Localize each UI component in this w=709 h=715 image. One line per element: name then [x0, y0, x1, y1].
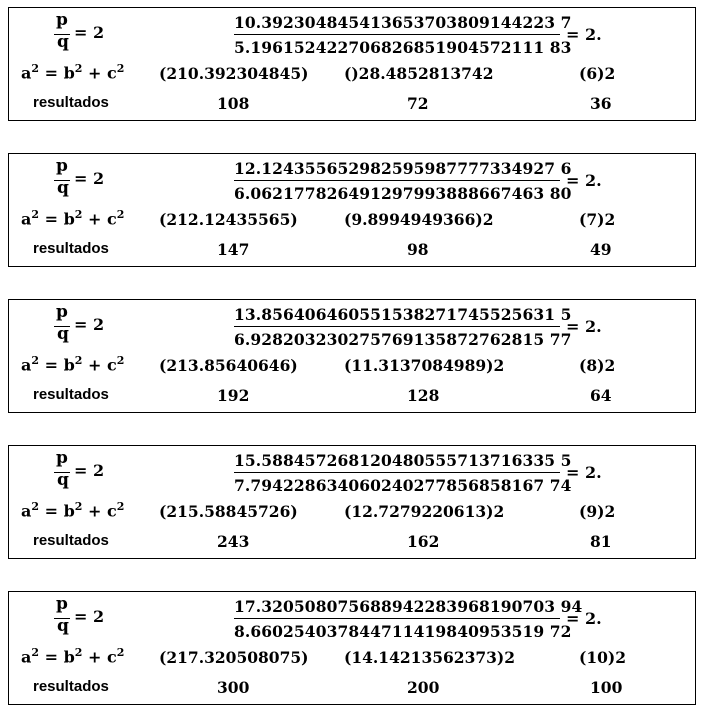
result-a: 192 [217, 386, 250, 405]
pythagoras-formula: $a^2 = b^2 + c^2$ [21, 62, 125, 83]
long-fraction [234, 301, 572, 349]
calculation-box-3 [8, 299, 696, 413]
result-c: 64 [590, 386, 612, 405]
fraction-denominator: 8.660254037844711419840953519 72 [234, 622, 572, 641]
fraction-line [234, 180, 560, 181]
value-b: (14.14213562373)2 [344, 648, 516, 667]
value-c: (7)2 [579, 210, 616, 229]
result-a: 300 [217, 678, 250, 697]
fraction-result: = 2. [566, 171, 602, 190]
equals-two: = 2 [74, 315, 105, 334]
value-a: (215.58845726) [159, 502, 298, 521]
result-c: 36 [590, 94, 612, 113]
fraction-line [234, 618, 560, 619]
resultados-label: resultados [33, 678, 109, 695]
pq-ratio [51, 594, 111, 642]
result-a: 108 [217, 94, 250, 113]
result-a: 243 [217, 532, 250, 551]
value-b: ()28.4852813742 [344, 64, 494, 83]
value-b: (12.7279220613)2 [344, 502, 505, 521]
calculation-box-2 [8, 153, 696, 267]
q-variable: q [57, 178, 69, 198]
fraction-result: = 2. [566, 25, 602, 44]
value-a: (217.320508075) [159, 648, 309, 667]
equals-two: = 2 [74, 461, 105, 480]
result-c: 49 [590, 240, 612, 259]
value-c: (9)2 [579, 502, 616, 521]
calculation-box-1 [8, 7, 696, 121]
result-b: 98 [407, 240, 429, 259]
result-b: 162 [407, 532, 440, 551]
p-variable: p [56, 10, 68, 30]
equals-two: = 2 [74, 23, 105, 42]
pq-ratio [51, 10, 111, 58]
fraction-numerator: 13.856406460551538271745525631 5 [234, 305, 572, 324]
fraction-denominator: 6.062177826491297993888667463 80 [234, 184, 572, 203]
q-variable: q [57, 616, 69, 636]
equals-two: = 2 [74, 169, 105, 188]
fraction-denominator: 7.794228634060240277856858167 74 [234, 476, 572, 495]
long-fraction [234, 9, 572, 57]
q-variable: q [57, 470, 69, 490]
pythagoras-formula: $a^2 = b^2 + c^2$ [21, 646, 125, 667]
pq-ratio [51, 302, 111, 350]
resultados-label: resultados [33, 386, 109, 403]
value-b: (9.8994949366)2 [344, 210, 494, 229]
pythagoras-formula: $a^2 = b^2 + c^2$ [21, 354, 125, 375]
q-variable: q [57, 32, 69, 52]
long-fraction [234, 155, 572, 203]
value-a: (213.85640646) [159, 356, 298, 375]
fraction-result: = 2. [566, 317, 602, 336]
fraction-result: = 2. [566, 463, 602, 482]
value-b: (11.3137084989)2 [344, 356, 505, 375]
resultados-label: resultados [33, 240, 109, 257]
value-a: (212.12435565) [159, 210, 298, 229]
fraction-numerator: 17.320508075688942283968190703 94 [234, 597, 583, 616]
fraction-line [234, 34, 560, 35]
p-variable: p [56, 302, 68, 322]
result-a: 147 [217, 240, 250, 259]
result-b: 128 [407, 386, 440, 405]
resultados-label: resultados [33, 94, 109, 111]
result-c: 81 [590, 532, 612, 551]
fraction-numerator: 15.588457268120480555713716335 5 [234, 451, 572, 470]
long-fraction [234, 447, 572, 495]
fraction-denominator: 6.928203230275769135872762815 77 [234, 330, 572, 349]
p-variable: p [56, 594, 68, 614]
fraction-numerator: 10.392304845413653703809144223 7 [234, 13, 572, 32]
calculation-box-5 [8, 591, 696, 705]
fraction-line [234, 472, 560, 473]
fraction-denominator: 5.196152422706826851904572111 83 [234, 38, 572, 57]
result-c: 100 [590, 678, 623, 697]
fraction-numerator: 12.124355652982595987777334927 6 [234, 159, 572, 178]
long-fraction [234, 593, 583, 641]
value-c: (10)2 [579, 648, 627, 667]
pythagoras-formula: $a^2 = b^2 + c^2$ [21, 208, 125, 229]
equals-two: = 2 [74, 607, 105, 626]
pq-ratio [51, 156, 111, 204]
value-c: (8)2 [579, 356, 616, 375]
value-c: (6)2 [579, 64, 616, 83]
pq-ratio [51, 448, 111, 496]
value-a: (210.392304845) [159, 64, 309, 83]
p-variable: p [56, 448, 68, 468]
pythagoras-formula: $a^2 = b^2 + c^2$ [21, 500, 125, 521]
p-variable: p [56, 156, 68, 176]
resultados-label: resultados [33, 532, 109, 549]
result-b: 72 [407, 94, 429, 113]
q-variable: q [57, 324, 69, 344]
calculation-box-4 [8, 445, 696, 559]
fraction-result: = 2. [566, 609, 602, 628]
fraction-line [234, 326, 560, 327]
result-b: 200 [407, 678, 440, 697]
